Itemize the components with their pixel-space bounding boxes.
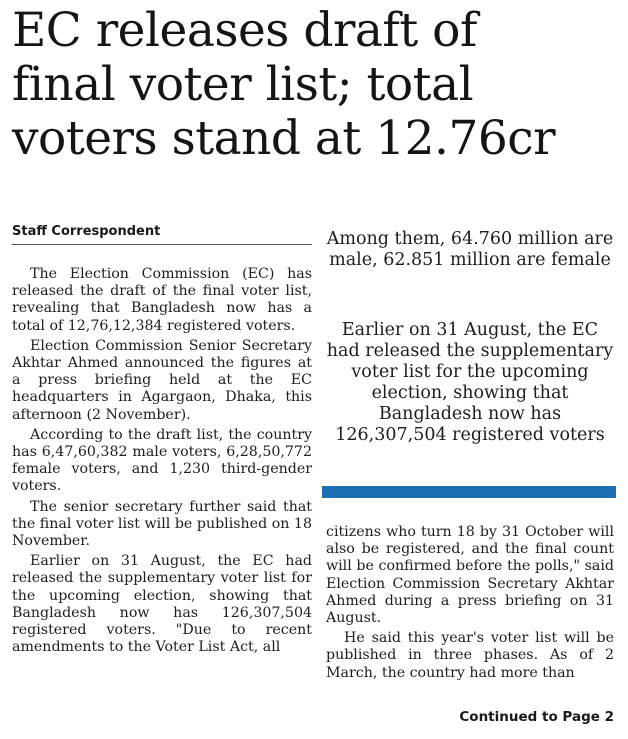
- headline-line-3: voters stand at 12.76cr: [12, 111, 556, 166]
- article-column-right: [326, 524, 614, 685]
- continuation-link[interactable]: Continued to Page 2: [459, 709, 614, 725]
- pull-quote-1: Among them, 64.760 million are male, 62.851 million are female: [326, 229, 614, 270]
- accent-bar: [322, 486, 616, 498]
- paragraph: The Election Commission (EC) has released the draft of the final voter list, revealing that Bangladesh now has a total of 12,76,12,384 registered voters.: [12, 266, 312, 334]
- byline-divider: [12, 244, 312, 245]
- headline-line-1: EC releases draft of: [12, 3, 477, 58]
- paragraph: The senior secretary further said that the final voter list will be published on 18 November.: [12, 498, 312, 550]
- paragraph: citizens who turn 18 by 31 October will also be registered, and the final count will be confirmed before the polls," said Election Commission Secretary Akhtar Ahmed during a press briefing on 31 August.: [326, 524, 614, 627]
- article-column-left: [12, 266, 312, 659]
- headline: [12, 4, 622, 166]
- byline: Staff Correspondent: [12, 224, 161, 239]
- paragraph: According to the draft list, the country has 6,47,60,382 male voters, 6,28,50,772 female voters, and 1,230 third-gender voters.: [12, 426, 312, 495]
- paragraph: He said this year's voter list will be published in three phases. As of 2 March, the country had more than: [326, 630, 614, 681]
- paragraph: Election Commission Senior Secretary Akhtar Ahmed announced the figures at a press briefing held at the EC headquarters in Agargaon, Dhaka, this afternoon (2 November).: [12, 337, 312, 423]
- headline-line-2: final voter list; total: [12, 57, 474, 112]
- pull-quote-2: Earlier on 31 August, the EC had released the supplementary voter list for the upcoming election, showing that Bangladesh now has 126,307,504 registered voters: [326, 320, 614, 445]
- paragraph: Earlier on 31 August, the EC had released the supplementary voter list for the upcoming election, showing that Bangladesh now has 126,307,504 registered voters. "Due to recent amendments to the Voter List Act, all: [12, 553, 312, 656]
